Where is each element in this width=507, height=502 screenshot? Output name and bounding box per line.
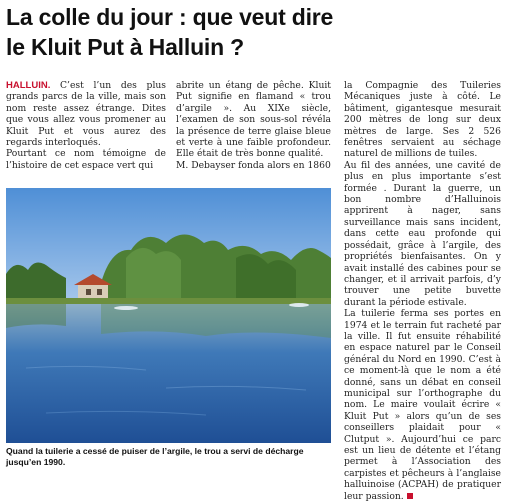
paragraph-text: La tuilerie ferma ses portes en 1974 et le terrain fut racheté par la ville. Il fut ensuite réhabilité en espace naturel par le Conseil général du Nord en 1990. C’est à ce moment-là que le nom a été donné, sans un débat en conseil municipal sur l’orthographe du nom. Le maire voulait écrire « Kluit Put » alors qu’un de ses conseillers plaidait pour « Clutput ». Aujourd’hui ce parc est un lieu de détente et l’étang permet à l’Association des carpistes et pêcheurs à l’anglaise halluinoise (ACPAH) de pratiquer leur passion.: [344, 308, 501, 502]
lake-photo: [6, 188, 331, 443]
photo-caption: Quand la tuilerie a cessé de puiser de l’argile, le trou a servi de décharge jusqu’en 1990.: [6, 446, 304, 467]
article-paragraph: M. Debayser fonda alors en 1860: [176, 159, 331, 171]
article-paragraph: abrite un étang de pêche. Kluit Put signifie en flamand « trou d’argile ». Au XIXe siècle, l’examen de son sous-sol révéla la présence de terre glaise bleue et verte à une faible profondeur. Elle était de très bonne qualité.: [176, 80, 331, 160]
paragraph-text: C’est l’un des plus grands parcs de la ville, mais son nom reste assez étrange. Dites que vous allez vous promener au Kluit Put et vous aurez des regards interloqués.: [6, 80, 167, 149]
article-paragraph: Pourtant ce nom témoigne de l’histoire de cet espace vert qui: [6, 148, 166, 171]
headline-line-1: La colle du jour : que veut dire: [6, 4, 334, 30]
lake-photo-illustration: [6, 188, 331, 443]
end-of-article-mark: [407, 493, 413, 499]
article-paragraph: la Compagnie des Tuileries Mécaniques juste à côté. Le bâtiment, gigantesque mesurait 200 mètres de long sur deux mètres de large. Ses 2 526 fenêtres servaient au séchage naturel de millions de tuiles.: [344, 80, 501, 160]
article-paragraph: [6, 80, 166, 148]
article-column-1: [6, 80, 166, 171]
headline-line-2: le Kluit Put à Halluin ?: [6, 34, 244, 60]
article-paragraph: Au fil des années, une cavité de plus en plus importante s’est formée . Durant la guerre, un bon nombre d’Halluinois apprirent à nager, sans surveillance mais sans incident, dans cette eau profonde qui possédait, grâce à l’argile, des propriétés bienfaisantes. On y avait installé des cabines pour se changer, et il arrivait parfois, d’y trouver une petite buvette durant la période estivale.: [344, 159, 501, 308]
article-column-2: [176, 80, 331, 171]
headline: [6, 2, 501, 62]
dateline: HALLUIN.: [6, 80, 51, 91]
article-column-3: [344, 80, 501, 502]
article-paragraph: [344, 308, 501, 502]
